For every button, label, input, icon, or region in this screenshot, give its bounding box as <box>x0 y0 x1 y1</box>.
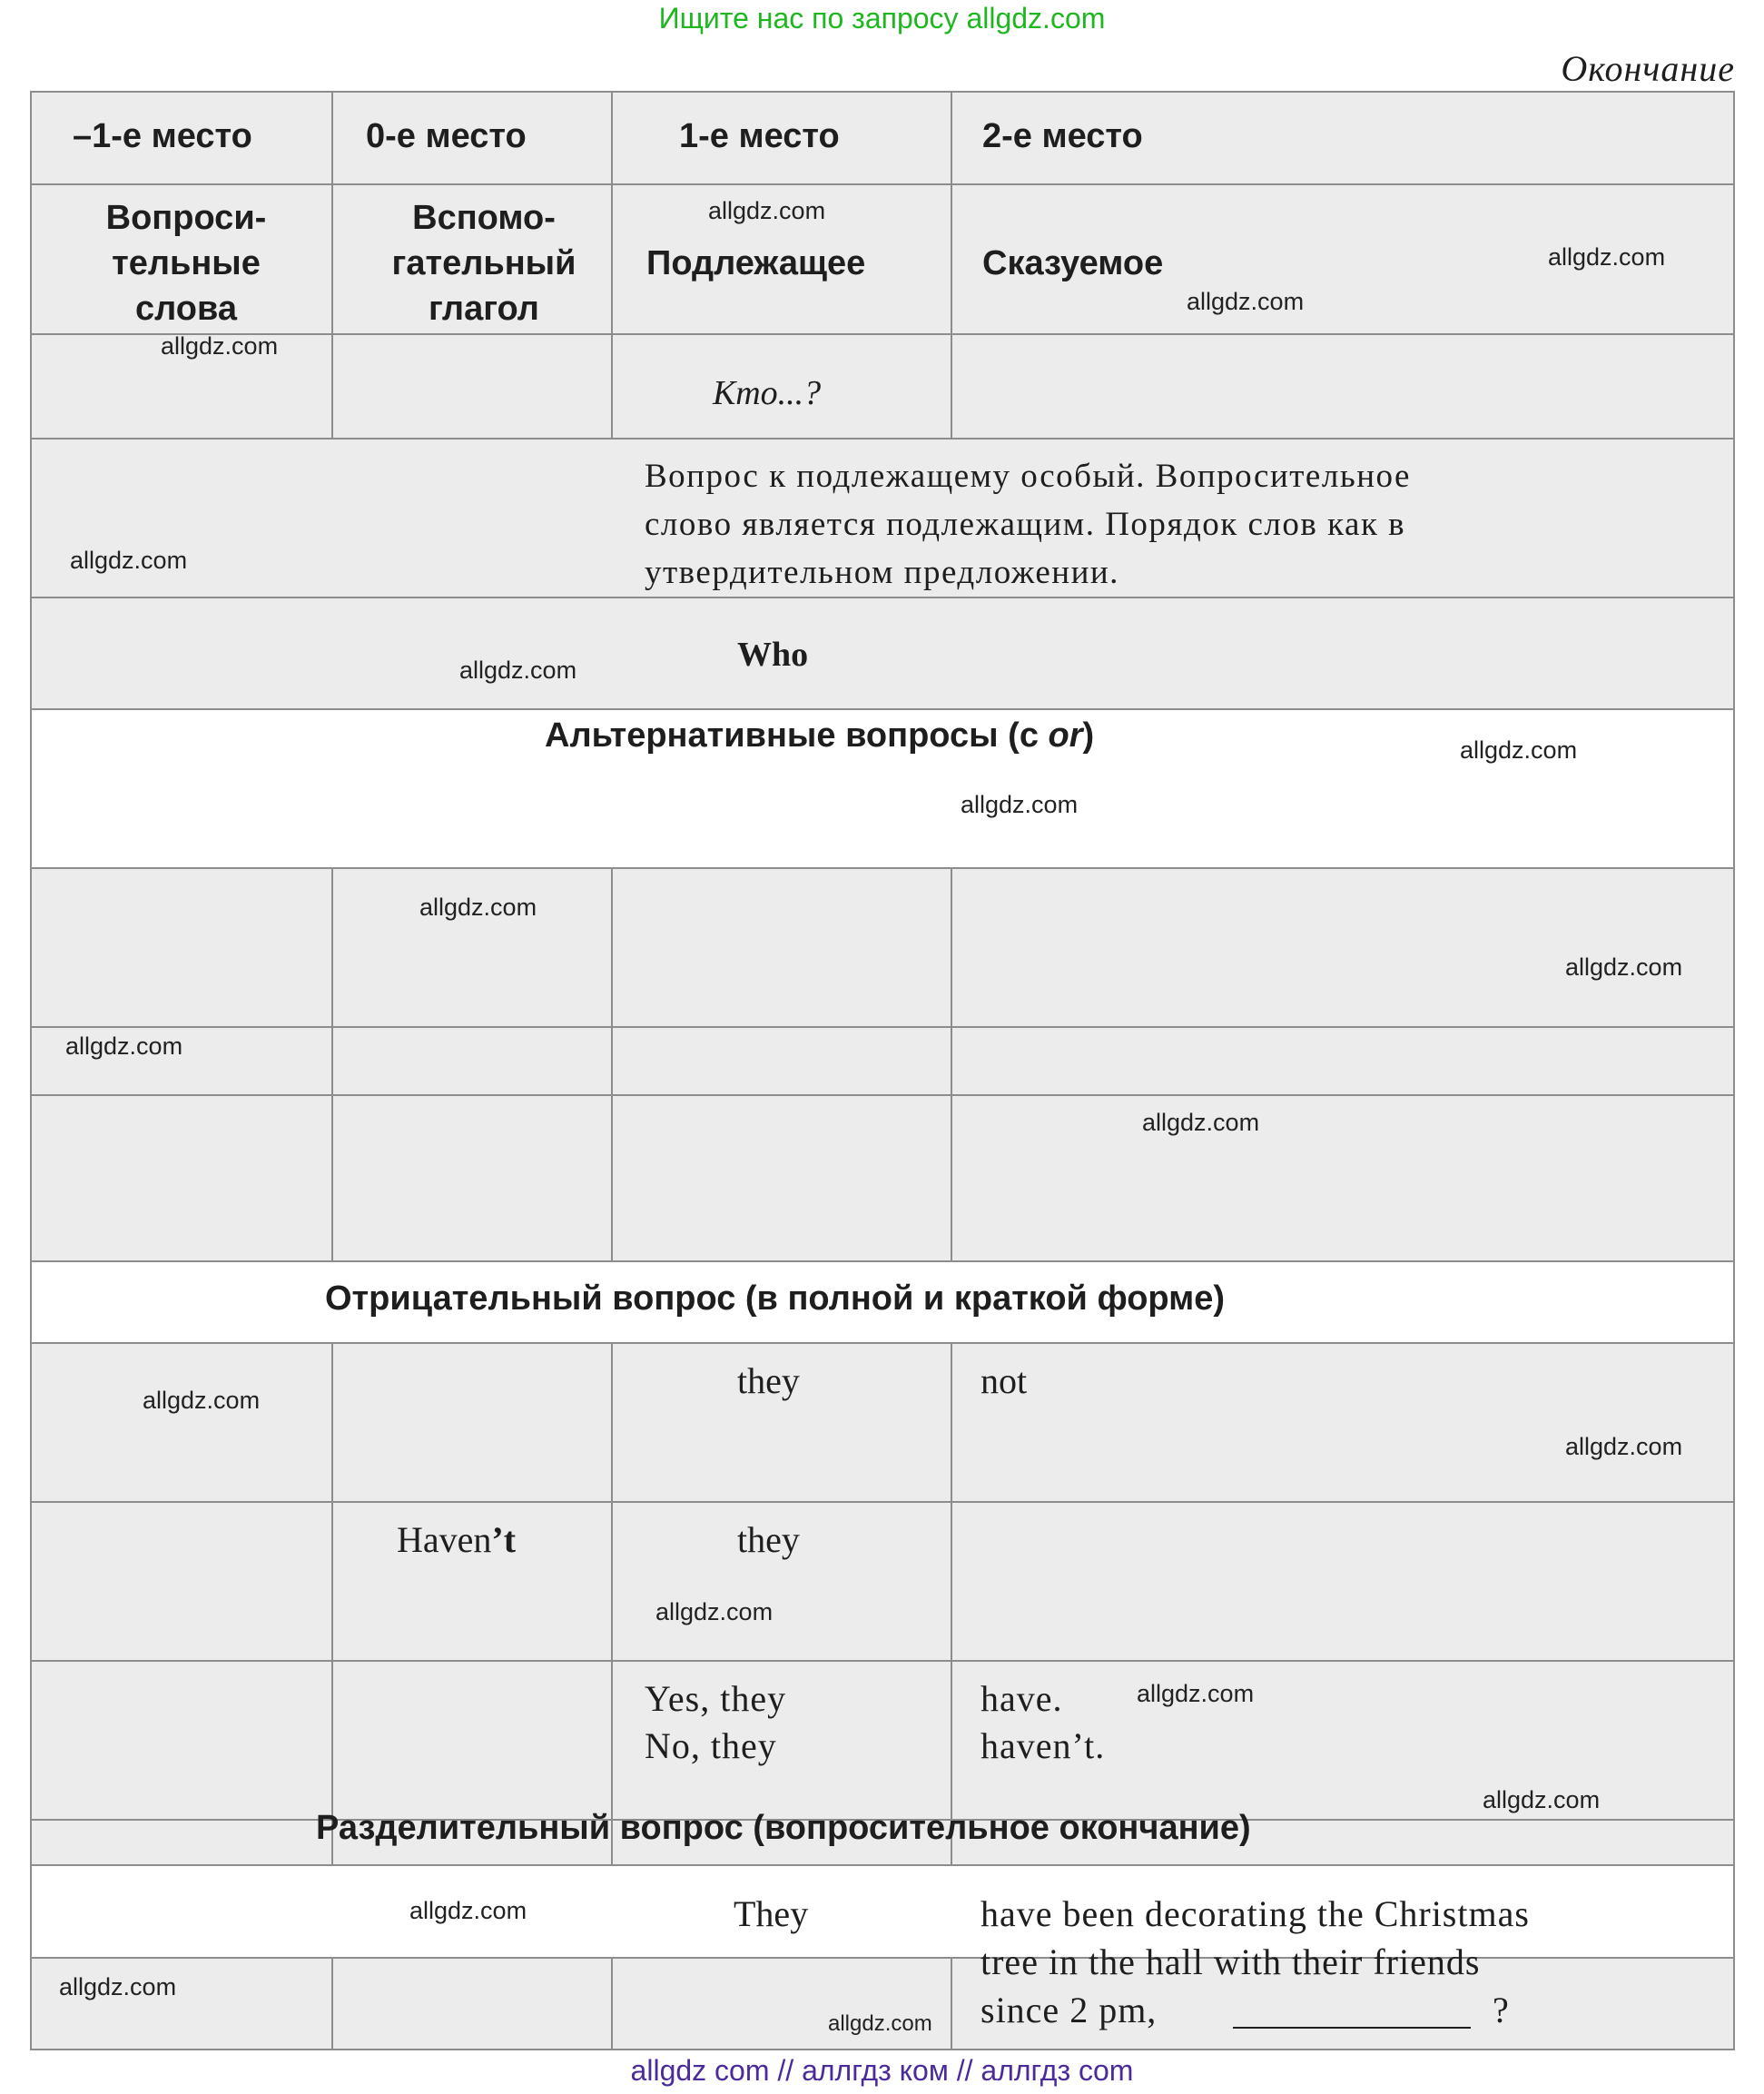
watermark: allgdz.com <box>419 894 537 921</box>
who-note-line3: утвердительном предложении. <box>645 554 1119 591</box>
col-subject: Подлежащее <box>646 244 866 282</box>
who-word: Who <box>737 636 809 674</box>
short-answer-yes: Yes, they <box>645 1678 787 1719</box>
watermark: allgdz.com <box>1565 1433 1683 1460</box>
negative-subject-they: they <box>737 1360 800 1401</box>
header-first-place: 1-е место <box>679 117 840 155</box>
watermark: allgdz.com <box>161 332 279 360</box>
watermark: allgdz.com <box>708 197 826 224</box>
watermark: allgdz.com <box>828 2011 932 2036</box>
tag-subject-they: They <box>734 1893 809 1934</box>
tag-blank-line <box>1233 2027 1471 2029</box>
grammar-table <box>30 91 1735 2050</box>
tag-predicate-line2: tree in the hall with their friends <box>981 1941 1481 1982</box>
short-answer-havent: haven’t. <box>981 1725 1106 1766</box>
col-question-words-line3: слова <box>135 290 237 328</box>
watermark: allgdz.com <box>459 657 577 684</box>
header-zero-place: 0-е место <box>366 117 527 155</box>
watermark: allgdz.com <box>65 1032 183 1060</box>
col-question-words-line1: Вопроси- <box>105 199 267 237</box>
watermark: allgdz.com <box>1137 1680 1255 1707</box>
col-predicate: Сказуемое <box>982 244 1164 282</box>
alternative-questions-title: Альтернативные вопросы (с or) <box>545 716 1095 755</box>
tag-predicate-line1: have been decorating the Christmas <box>981 1893 1530 1934</box>
col-aux-verb-line3: глагол <box>429 290 539 328</box>
watermark: allgdz.com <box>143 1387 261 1414</box>
negative-subject-they-2: they <box>737 1519 800 1560</box>
short-answer-no: No, they <box>645 1725 777 1766</box>
bottom-watermark-note: allgdz com // аллгдз ком // аллгдз com <box>630 2054 1134 2087</box>
watermark: allgdz.com <box>1548 243 1666 271</box>
negative-predicate-not: not <box>981 1360 1028 1401</box>
watermark: allgdz.com <box>1483 1786 1601 1813</box>
header-second-place: 2-е место <box>982 117 1143 155</box>
col-aux-verb-line2: гательный <box>391 244 577 282</box>
col-aux-verb-line1: Вспомо- <box>412 199 556 237</box>
watermark: allgdz.com <box>961 791 1079 818</box>
tag-predicate-line3: since 2 pm, <box>981 1990 1158 2030</box>
watermark: allgdz.com <box>655 1598 774 1625</box>
short-answer-have: have. <box>981 1678 1063 1719</box>
watermark: allgdz.com <box>1460 736 1578 764</box>
watermark: allgdz.com <box>1187 288 1305 315</box>
kto-question: Кто...? <box>713 374 822 412</box>
col-question-words-line2: тельные <box>112 244 261 282</box>
watermark: allgdz.com <box>1142 1109 1260 1136</box>
watermark: allgdz.com <box>409 1897 527 1924</box>
who-note-line2: слово является подлежащим. Порядок слов как в <box>645 506 1406 543</box>
tag-question-title: Разделительный вопрос (вопросительное окончание) <box>316 1809 1251 1847</box>
watermark: allgdz.com <box>1565 953 1683 981</box>
header-minus-first-place: –1-е место <box>73 117 252 155</box>
who-note-line1: Вопрос к подлежащему особый. Вопросительное <box>645 458 1411 495</box>
top-watermark-note: Ищите нас по запросу allgdz.com <box>658 2 1106 35</box>
negative-question-title: Отрицательный вопрос (в полной и краткой форме) <box>325 1279 1226 1318</box>
watermark: allgdz.com <box>70 547 188 574</box>
negative-aux-havent: Haven’t <box>397 1519 517 1560</box>
tag-question-mark: ? <box>1493 1990 1509 2030</box>
watermark: allgdz.com <box>59 1973 177 2000</box>
page-continuation-label: Окончание <box>1561 48 1735 89</box>
